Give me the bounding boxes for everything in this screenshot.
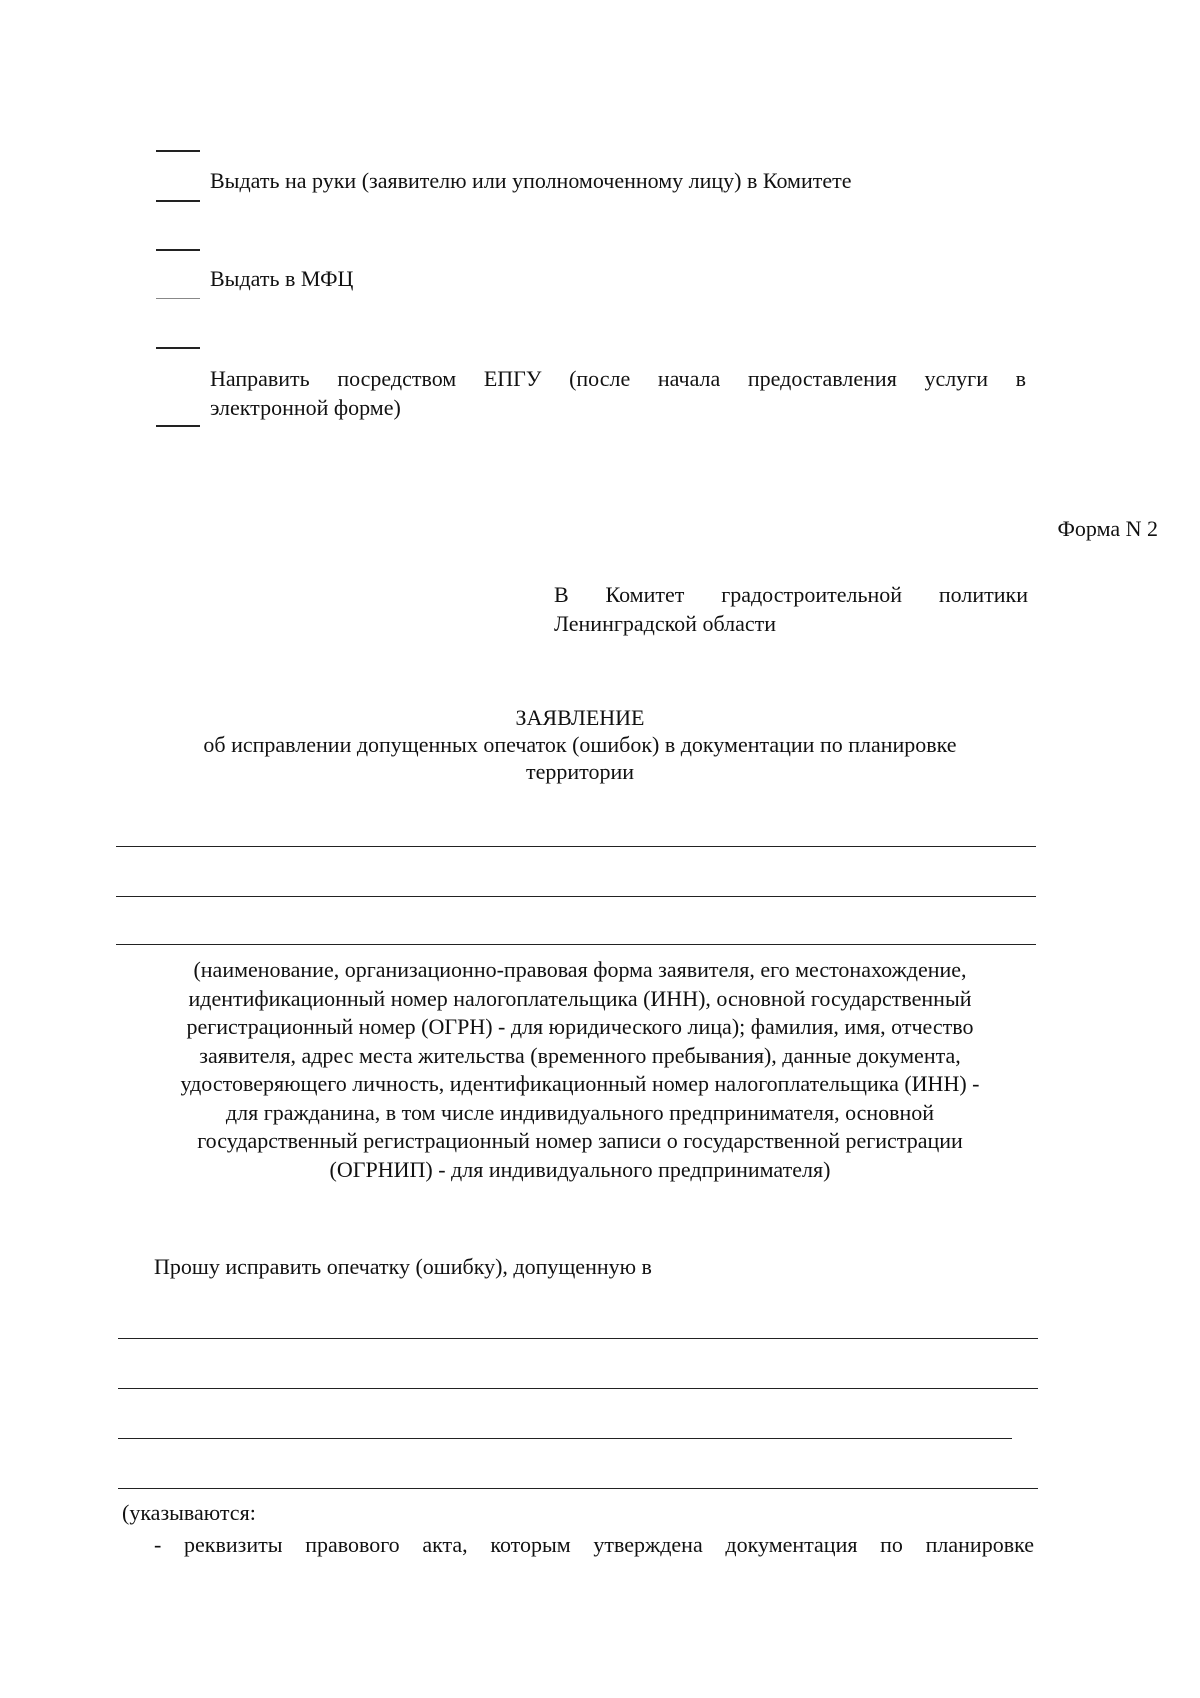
title-heading: ЗАЯВЛЕНИЕ (515, 705, 645, 730)
form-number: Форма N 2 (1057, 516, 1158, 541)
checkbox-bottom-line (156, 200, 200, 202)
note-line: регистрационный номер (ОГРН) - для юридического лица); фамилия, имя, отчество (186, 1014, 974, 1039)
checkbox-top-line (156, 347, 200, 349)
note-line: идентификационный номер налогоплательщика (ИНН), основной государственный (188, 985, 972, 1011)
delivery-option-label-line2: электронной форме) (210, 395, 401, 420)
delivery-option-label: Выдать в МФЦ (210, 266, 354, 291)
note-line: государственный регистрационный номер записи о государственной регистрации (197, 1128, 963, 1153)
applicant-instructions (110, 956, 1050, 1184)
delivery-option-label (210, 364, 1026, 422)
title-subtitle-line1: об исправлении допущенных опечаток (ошибок) в документации по планировке (203, 732, 957, 757)
note-line: заявителя, адрес места жительства (временного пребывания), данные документа, (199, 1042, 961, 1068)
checkbox-bottom-line (156, 425, 200, 427)
correction-fill-line-4[interactable] (118, 1488, 1038, 1489)
addressee-block (554, 580, 1028, 638)
checkbox-bottom-line (156, 298, 200, 299)
correction-fill-line-3[interactable] (118, 1438, 1012, 1439)
delivery-option-label: Выдать на руки (заявителю или уполномоченному лицу) в Комитете (210, 168, 852, 193)
document-title (100, 704, 1060, 785)
correction-fill-line-1[interactable] (118, 1338, 1038, 1339)
correction-fill-line-2[interactable] (118, 1388, 1038, 1389)
request-text: Прошу исправить опечатку (ошибку), допущенную в (154, 1254, 652, 1279)
title-subtitle-line2: территории (525, 759, 635, 784)
applicant-fill-line-3[interactable] (116, 944, 1036, 945)
requisites-bullet: - реквизиты правового акта, которым утверждена документация по планировке (154, 1532, 1034, 1557)
addressee-line2: Ленинградской области (554, 611, 776, 636)
note-line: удостоверяющего личность, идентификационный номер налогоплательщика (ИНН) - (180, 1071, 980, 1096)
note-line: для гражданина, в том числе индивидуального предпринимателя, основной (225, 1099, 935, 1125)
note-line: (ОГРНИП) - для индивидуального предпринимателя) (329, 1156, 831, 1182)
indicated-label: (указываются: (122, 1500, 256, 1525)
note-line: (наименование, организационно-правовая форма заявителя, его местонахождение, (193, 957, 967, 982)
checkbox-top-line (156, 249, 200, 251)
delivery-option-label-line1: Направить посредством ЕПГУ (после начала предоставления услуги в (210, 366, 1026, 391)
applicant-fill-line-2[interactable] (116, 896, 1036, 897)
applicant-fill-line-1[interactable] (116, 846, 1036, 847)
addressee-line1: В Комитет градостроительной политики (554, 582, 1028, 607)
checkbox-top-line (156, 150, 200, 152)
